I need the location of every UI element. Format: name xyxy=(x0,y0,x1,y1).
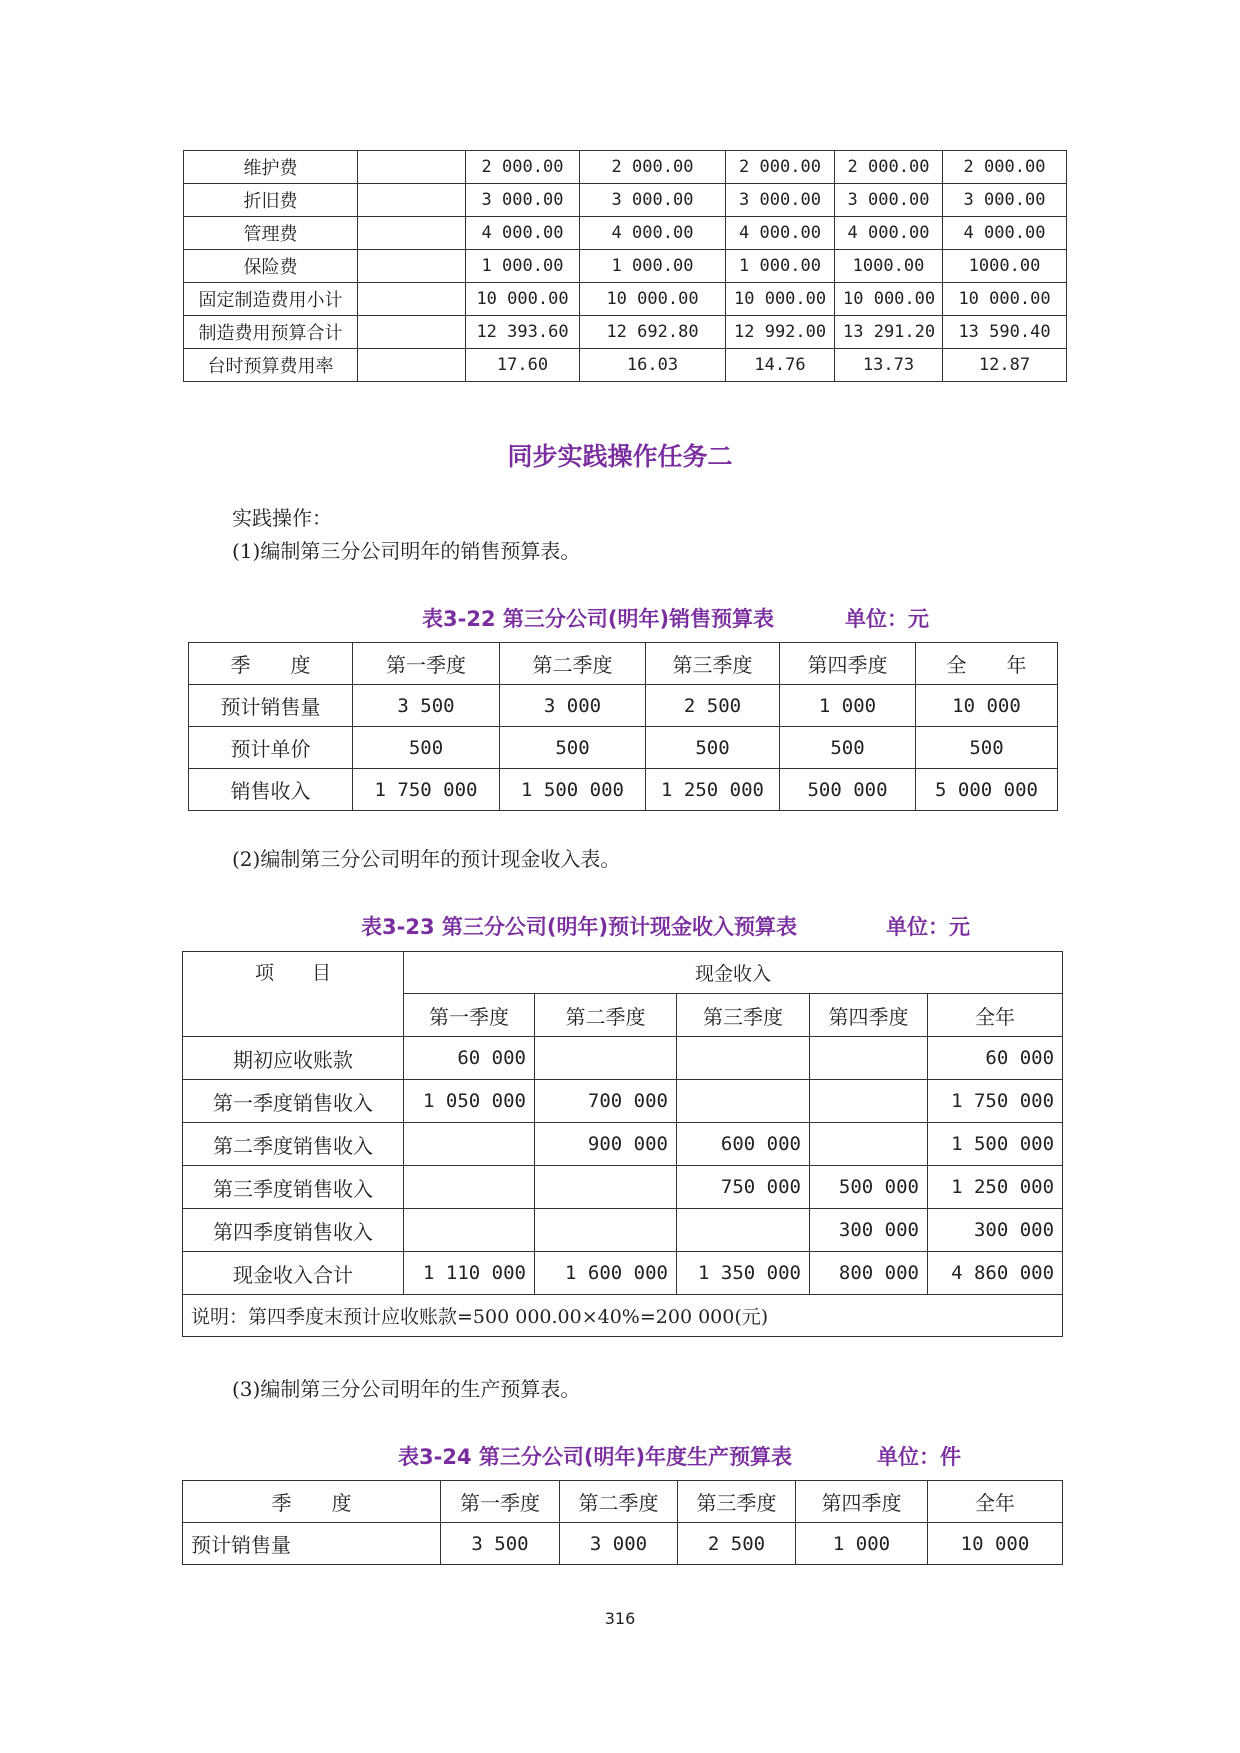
column-header: 第一季度 xyxy=(353,643,500,685)
value-cell: 1000.00 xyxy=(943,250,1067,283)
table-row xyxy=(189,769,1058,811)
value-cell: 1 750 000 xyxy=(353,769,500,811)
column-header: 全年 xyxy=(928,1481,1063,1523)
column-header: 第四季度 xyxy=(810,994,928,1037)
value-cell: 13 291.20 xyxy=(835,316,943,349)
column-header: 季 度 xyxy=(183,1481,441,1523)
table-row xyxy=(184,217,1067,250)
value-cell: 1 350 000 xyxy=(677,1252,810,1295)
row-label: 第二季度销售收入 xyxy=(183,1123,404,1166)
column-header: 第二季度 xyxy=(535,994,677,1037)
value-cell: 1 500 000 xyxy=(928,1123,1063,1166)
value-cell: 700 000 xyxy=(535,1080,677,1123)
value-cell xyxy=(677,1080,810,1123)
value-cell: 300 000 xyxy=(928,1209,1063,1252)
value-cell: 17.60 xyxy=(466,349,580,382)
sales-budget-table xyxy=(188,642,1058,811)
value-cell: 4 000.00 xyxy=(580,217,726,250)
cash-receipts-group-header: 现金收入 xyxy=(404,952,1063,994)
value-cell: 2 000.00 xyxy=(943,151,1067,184)
table-row xyxy=(184,151,1067,184)
table-row xyxy=(189,727,1058,769)
table-row xyxy=(184,349,1067,382)
row-label: 第三季度销售收入 xyxy=(183,1166,404,1209)
column-header: 季 度 xyxy=(189,643,353,685)
row-label: 期初应收账款 xyxy=(183,1037,404,1080)
value-cell: 60 000 xyxy=(928,1037,1063,1080)
value-cell: 10 000.00 xyxy=(726,283,835,316)
blank-cell xyxy=(358,250,466,283)
header-row xyxy=(189,643,1058,685)
value-cell: 3 000.00 xyxy=(466,184,580,217)
value-cell xyxy=(677,1037,810,1080)
column-header: 全 年 xyxy=(916,643,1058,685)
table-row xyxy=(183,1252,1063,1295)
row-label: 第一季度销售收入 xyxy=(183,1080,404,1123)
value-cell: 3 000 xyxy=(560,1523,678,1565)
value-cell: 1 000 xyxy=(796,1523,928,1565)
table-row xyxy=(183,1080,1063,1123)
value-cell: 10 000 xyxy=(928,1523,1063,1565)
value-cell: 750 000 xyxy=(677,1166,810,1209)
value-cell: 1 250 000 xyxy=(928,1166,1063,1209)
table-row xyxy=(183,1209,1063,1252)
value-cell: 5 000 000 xyxy=(916,769,1058,811)
value-cell xyxy=(810,1080,928,1123)
table-3-23-title: 表3-23 第三分公司(明年)预计现金收入预算表 xyxy=(361,915,798,939)
value-cell: 500 xyxy=(780,727,916,769)
row-label: 维护费 xyxy=(184,151,358,184)
value-cell: 4 000.00 xyxy=(835,217,943,250)
value-cell: 10 000.00 xyxy=(943,283,1067,316)
value-cell: 12 393.60 xyxy=(466,316,580,349)
blank-cell xyxy=(358,151,466,184)
column-header: 第二季度 xyxy=(500,643,646,685)
practice-label: 实践操作： xyxy=(232,506,332,530)
value-cell xyxy=(810,1123,928,1166)
table-3-23-unit: 单位：元 xyxy=(886,915,970,939)
value-cell xyxy=(677,1209,810,1252)
row-label: 保险费 xyxy=(184,250,358,283)
row-label: 折旧费 xyxy=(184,184,358,217)
table-3-24-title: 表3-24 第三分公司(明年)年度生产预算表 xyxy=(398,1445,793,1469)
value-cell: 500 xyxy=(500,727,646,769)
row-label: 预计单价 xyxy=(189,727,353,769)
value-cell: 3 500 xyxy=(353,685,500,727)
blank-cell xyxy=(358,316,466,349)
value-cell: 10 000.00 xyxy=(580,283,726,316)
value-cell: 12.87 xyxy=(943,349,1067,382)
table-3-22-title: 表3-22 第三分公司(明年)销售预算表 xyxy=(422,607,775,631)
value-cell xyxy=(535,1166,677,1209)
column-header: 第四季度 xyxy=(780,643,916,685)
value-cell: 1 000 xyxy=(780,685,916,727)
value-cell xyxy=(810,1037,928,1080)
value-cell xyxy=(535,1037,677,1080)
value-cell: 4 000.00 xyxy=(726,217,835,250)
row-label: 预计销售量 xyxy=(183,1523,441,1565)
value-cell: 13.73 xyxy=(835,349,943,382)
value-cell: 800 000 xyxy=(810,1252,928,1295)
section-title: 同步实践操作任务二 xyxy=(507,442,733,471)
value-cell: 600 000 xyxy=(677,1123,810,1166)
table-row xyxy=(183,1166,1063,1209)
value-cell: 3 000.00 xyxy=(580,184,726,217)
value-cell: 2 000.00 xyxy=(466,151,580,184)
value-cell: 2 000.00 xyxy=(580,151,726,184)
column-header: 全年 xyxy=(928,994,1063,1037)
table-row xyxy=(184,250,1067,283)
column-header: 第三季度 xyxy=(678,1481,796,1523)
page-number: 316 xyxy=(604,1609,636,1628)
blank-cell xyxy=(358,217,466,250)
value-cell: 3 000 xyxy=(500,685,646,727)
blank-cell xyxy=(358,184,466,217)
value-cell: 1 050 000 xyxy=(404,1080,535,1123)
value-cell: 10 000.00 xyxy=(835,283,943,316)
value-cell: 2 000.00 xyxy=(726,151,835,184)
column-header: 第三季度 xyxy=(646,643,780,685)
column-header: 第一季度 xyxy=(441,1481,560,1523)
row-label: 固定制造费用小计 xyxy=(184,283,358,316)
value-cell: 1 500 000 xyxy=(500,769,646,811)
value-cell: 60 000 xyxy=(404,1037,535,1080)
value-cell: 4 000.00 xyxy=(466,217,580,250)
value-cell: 2 500 xyxy=(678,1523,796,1565)
manufacturing-cost-table xyxy=(183,150,1067,382)
value-cell: 12 992.00 xyxy=(726,316,835,349)
value-cell: 12 692.80 xyxy=(580,316,726,349)
row-label: 台时预算费用率 xyxy=(184,349,358,382)
value-cell: 10 000 xyxy=(916,685,1058,727)
step-2-text: (2)编制第三分公司明年的预计现金收入表。 xyxy=(232,847,621,871)
step-3-text: (3)编制第三分公司明年的生产预算表。 xyxy=(232,1377,581,1401)
production-budget-table xyxy=(182,1480,1063,1565)
table-row xyxy=(183,1037,1063,1080)
value-cell: 1 600 000 xyxy=(535,1252,677,1295)
column-header: 第二季度 xyxy=(560,1481,678,1523)
row-label: 管理费 xyxy=(184,217,358,250)
value-cell: 4 000.00 xyxy=(943,217,1067,250)
column-header: 第三季度 xyxy=(677,994,810,1037)
value-cell: 3 000.00 xyxy=(835,184,943,217)
table-row xyxy=(184,283,1067,316)
row-label: 制造费用预算合计 xyxy=(184,316,358,349)
value-cell: 3 000.00 xyxy=(726,184,835,217)
value-cell xyxy=(535,1209,677,1252)
value-cell: 1 000.00 xyxy=(466,250,580,283)
cash-receipts-table xyxy=(182,951,1063,1337)
value-cell: 16.03 xyxy=(580,349,726,382)
blank-cell xyxy=(358,349,466,382)
value-cell: 3 000.00 xyxy=(943,184,1067,217)
table-3-24-unit: 单位：件 xyxy=(877,1445,961,1469)
value-cell xyxy=(404,1209,535,1252)
value-cell: 500 xyxy=(916,727,1058,769)
header-row xyxy=(183,1481,1063,1523)
table-row xyxy=(184,184,1067,217)
value-cell xyxy=(404,1123,535,1166)
row-label: 现金收入合计 xyxy=(183,1252,404,1295)
value-cell: 1 750 000 xyxy=(928,1080,1063,1123)
column-header: 第四季度 xyxy=(796,1481,928,1523)
row-label: 第四季度销售收入 xyxy=(183,1209,404,1252)
table-row xyxy=(189,685,1058,727)
table-row xyxy=(183,1123,1063,1166)
value-cell: 900 000 xyxy=(535,1123,677,1166)
value-cell: 10 000.00 xyxy=(466,283,580,316)
value-cell: 4 860 000 xyxy=(928,1252,1063,1295)
value-cell: 500 000 xyxy=(780,769,916,811)
value-cell: 500 xyxy=(646,727,780,769)
value-cell: 14.76 xyxy=(726,349,835,382)
value-cell: 500 000 xyxy=(810,1166,928,1209)
table-note: 说明：第四季度末预计应收账款=500 000.00×40%=200 000(元) xyxy=(183,1295,1063,1337)
value-cell xyxy=(404,1166,535,1209)
item-header: 项 目 xyxy=(183,952,404,1037)
value-cell: 1000.00 xyxy=(835,250,943,283)
value-cell: 1 250 000 xyxy=(646,769,780,811)
value-cell: 300 000 xyxy=(810,1209,928,1252)
column-header: 第一季度 xyxy=(404,994,535,1037)
value-cell: 2 000.00 xyxy=(835,151,943,184)
step-1-text: (1)编制第三分公司明年的销售预算表。 xyxy=(232,539,581,563)
value-cell: 1 000.00 xyxy=(580,250,726,283)
value-cell: 1 110 000 xyxy=(404,1252,535,1295)
row-label: 预计销售量 xyxy=(189,685,353,727)
table-row xyxy=(184,316,1067,349)
value-cell: 13 590.40 xyxy=(943,316,1067,349)
value-cell: 500 xyxy=(353,727,500,769)
row-label: 销售收入 xyxy=(189,769,353,811)
blank-cell xyxy=(358,283,466,316)
value-cell: 3 500 xyxy=(441,1523,560,1565)
table-3-22-unit: 单位：元 xyxy=(845,607,929,631)
value-cell: 2 500 xyxy=(646,685,780,727)
table-row xyxy=(183,1523,1063,1565)
value-cell: 1 000.00 xyxy=(726,250,835,283)
